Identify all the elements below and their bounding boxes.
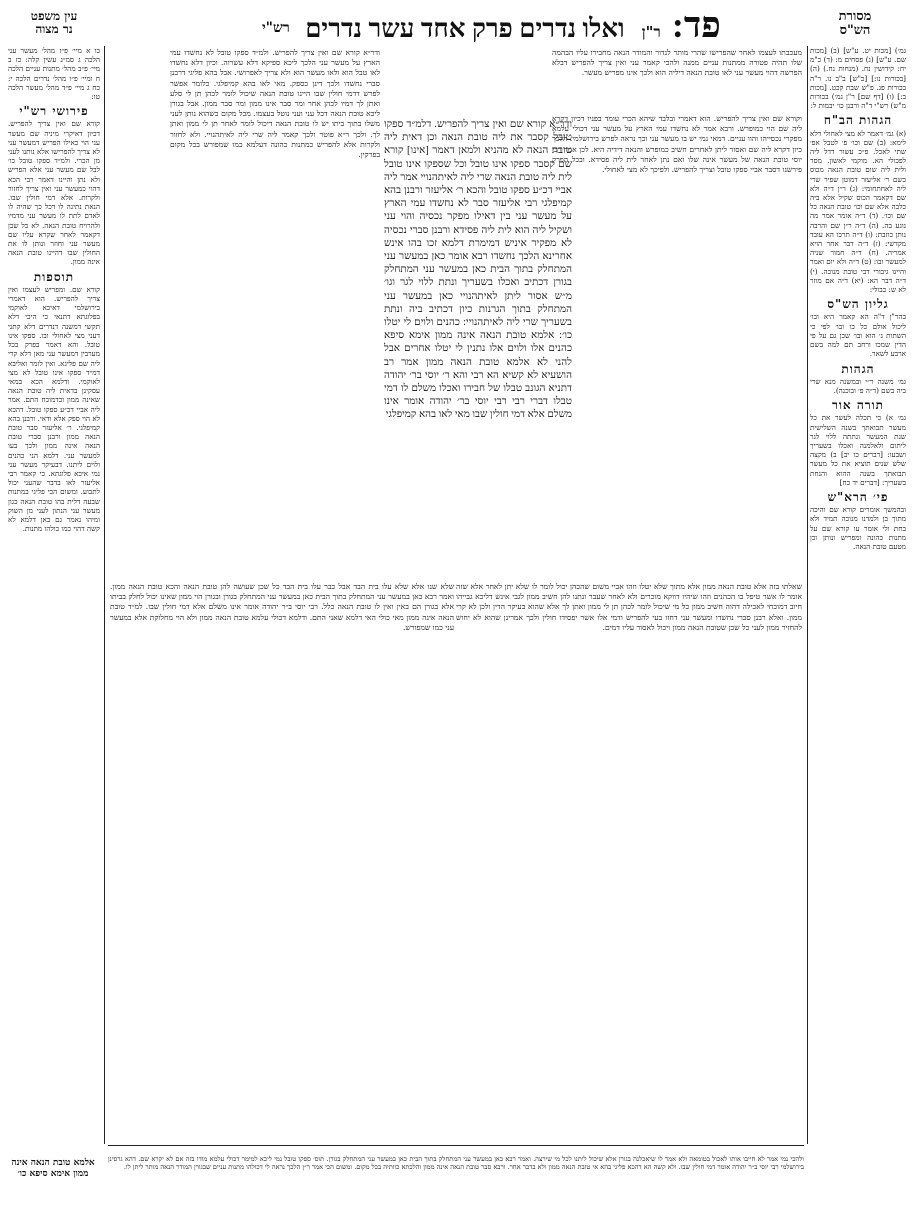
ran-commentary <box>552 114 802 574</box>
torah-ohr-heading: תורה אור <box>831 398 885 413</box>
rashi-text: ודר״א קורא שם ואין צריך להפריש. ולמ״ד ספקו טובל לא נחשדו עמי הארץ על מעשר עני הלכך ליכא ספיקא דלא עשרוה. וכיון דלא נחשדו לאו טבל הוא ולאו מעשר הוא ולא צריך לאפרושי. אבל בהא פליגי דרבנן סברי נחשדו ולכך דינן כספק. מאי לאו בהא קמיפלגי. כלומר אפשר לפרש דדמי חולין שבו היינו טובת הנאה שיכול לומר לכהן תן לי סלע ואתן לך דמיו לכהן אחר ומר סבר אינו ממון ומר סבר ממון. אבל בגורן ליכא טובת הנאה דכל עני ועני נוטל בעצמו. מכל מקום כשהוא נותן לעני משלו בתוך ביתו יש לו טובת הנאה דיכול לומר לאחר תן לי ממון ואתן לך. ולכך ר״א פוטר ולכך קאמר ליה שרי ליה לאיתהנויי. ולא לחזור ולקרות אלא להפריש כמתנות כהונה דעלמא כמו שמפורש בכל מקום בפרקין. <box>170 48 380 160</box>
rashi-commentary-text: קורא שם ואין צריך להפריש. דכיון דאיקרי מיניה שם מעשר עני הוי כאילו הפריש דמעשר עני לא צריך להפרישו אלא נותנו לעני מן הכרי. ולמ״ד ספקו טובל כו׳ לבל שם מעשר עני אלא הפריש ולא נתן והיינו דאמר רבי הכא דהוי כמעשר עני ואין צריך לחזור ולקרות. אלא דמי חולין שבו. הנאת נתינה לו דכל כך שהיה לו לאדם לתת לו מעשר עני מדמיו ולהרויח טובת הנאה. לא כל שכן דקאמר לאחר שקרא עליו שם מעשר עני וחוזר ונותן לו את החולין שבו דהיינו טובת הנאה אינה ממון. <box>8 119 100 267</box>
left-sidebar <box>8 46 100 1146</box>
gemara-right-top: מעכבתו לעצמו לאחר שהפרישו שהרי מותר לנדור והמודר הנאה מחבירו עליו הבהמה שלו תהיה פטורה ממתנות עניים ממנה ולהכי קאמר עני ואין צריך להפריש דבלא הפרשה דהוי מעשר עני לאו טובת הנאה דיליה הוא ולכך אינו מפריש מעשר. <box>552 48 802 78</box>
ran-text: וקורא שם ואין צריך להפריש. הוא דאמרי ובלבד שיהא הכרי עומד בפניו דכיון דקרא ליה שם הוי כמופרש. ורבא אמר לא נחשדו עמי הארץ על מעשר עני דכולי עלמא מפקרי נכסייהו והוו עניים. דמאי נמי יש בו מעשר עני וכך נראה לפרש בירושלמי. הלכך כיון דקרא ליה שם ואסור ליתן לאחרים חשיב כמופרש והנאה דידיה היא. לכן אמר רבי יוסי טובת הנאה של מעשר אינה שלו ואם נתן לאחר לית ליה פסידא. ובכל הפרק פירשנו דסבר אביי ספקו טובל וצריך להפריש. ולפיכך לא מצי לאחולי. <box>552 114 802 175</box>
hagahot-bach-text: (א) גמ׳ דאמר לא מצי לאחולי דלא לימא: (ב) שם וכו׳ פ׳ לטבל אפ׳ שתי לאכל. פ״כ עשור דדל ליה לפכולי הא. מוקמי לאשון. מסר ולית ליה שום טובת הנאה מכוס בשם ר׳ אליעזר דמוטן שפיר שרי ליה לאחתחומי: (ג) ר״ן ד״ה ולא שם דקאמר הכוס שקיל אלא ביה כלבה אלא שם וכו׳ טובת הנאה כל שם וכו׳. (ד) ד״ה אומר אמר מה נוגע בה. (ה) ד״ה ר״ן שם והרבה נותן כוזבת: (ו) ד״ה תרכו הא עובד מקדשי: (ז) ד״ה דבר אחר הויא אמריה. (ח) ד״ה חמור שניה למעשר ובו: (ט) ד״ה ולא יום ואמר והיינו גיבורי דבי טובת מנוכה. (י) ד״ה דבר הא: (יא) ד״ה אם מוזר לא ש: כבולי: <box>810 128 906 295</box>
gemara-bottom-right: שאלתו בזה אלא טובת הנאה ממון אלא מתוך שלא יטלו וזהו אביי משום שהכהן יכול לומר לו שלא יתן לאחר אלא שזה אומר לו אשר טיפל בו הכהנים וזהו שיהיו דווקא מוכרים ולא לאחר שעבר ונתנו להן חשיב ממון לגבי אינש דליכא גבייהו חיוב דמוכחי לאכילה דהוה חשיב ממון כל מי שיכול לומר לכהן תן לי ממון ואתן לך אלא שהוא בעיקר הדין ולכן לא קרי ממון. ואלא רבנן סברי נחשדו ומעשר עני דחזו בעי להפריש ודמי אלו אשר יפסידו חולין ולכך אמרינן שהוא לא יחוש להחזיר ממון לעני כל שכן שטובת הנאה ממון ויכול לאסור עליו דמים. <box>456 582 802 632</box>
ran-top-block <box>552 48 802 110</box>
tosafot-text: קורא שם. ומפריש לעצמו ואין צריך להפריש. הוא דאמרי בירושלמי דאיכא לאוקמי בפלוגתא דתנאי כי היכי דלא תקשי דמשנה דנדרים דלא קתני דעני מצי לאחולי ובו. ספקו אינו טובל. והא דאמר בפרק בכל מערבין דמעשר עני מאן דלא קרי ליה שם פליגא. ואין לומר ואליבא דמ״ד ספקו אינו טובל לא מצי לאוקמי. ודלמא הכא במאי עסקינן בדאית ליה טובת הנאה שאינה ממון וכדמוכח התם. אמר ליה אביי דכ״ע ספקו טובל. דהכא לא הוי ספק אלא ודאי. ורבנן בהא קמיפלגי. ר׳ אליעזר סבר טובת הנאה ממון ורבנן סברי טובת הנאה אינה ממון ולכך בעו למעשר עני. דלמא הני כהנים ולוים ליתנו. דבעיקר מעשר עני נמי איכא פלוגתא. כי קאמר רבי אליעזר לאו בדבר שהעני יכול לתבוע. ומשום הכי פליגי במתנות שבעה דלית בהו טובת הנאה כגון מעשר עני הנתון לעני מן השוק ומיהו נאמר גם כאן דלמא לא קשה דהוי כמו כולהו מתנות. <box>8 284 100 534</box>
hagahot-text: גמ׳ משנה ר״י ובמשנה מנא שרי ביה בשם (ד״ה פ׳ ובוכנה). <box>810 376 906 395</box>
hagahot-heading: הגהות <box>841 361 875 376</box>
ein-mishpat-heading <box>10 10 98 35</box>
hagahot-bach-heading: הגהות הב"ח <box>823 113 893 128</box>
rashi-header-tag: רש"י <box>262 20 290 36</box>
rashi-commentary-heading: פירושי רש"י <box>19 104 89 119</box>
page-title <box>250 4 770 45</box>
bottom-notes <box>108 1148 804 1200</box>
left-divider <box>104 46 105 1144</box>
mesorah-heading-line-1: מסורת <box>838 9 872 24</box>
left-bottom-label: אלמא טובת הנאה אינה ממון אימא סיפא כו׳ <box>11 1158 95 1179</box>
ein-mishpat-text: כו א מיי׳ פ״ז מהל׳ מעשר עני הלכה ג סמ״ג עשין קלה: כז ב מיי׳ פ״ב מהל׳ מתנות עניים הלכה ח ומיי׳ פ״ו מהל׳ נדרים הלכה י: כח ג מיי׳ פ״ד מהל׳ מעשר הלכה טו: <box>8 46 100 102</box>
lower-right-commentary <box>456 582 802 1142</box>
rashi-commentary <box>170 48 380 578</box>
rosh-text: ובהמשך אומרים קורא שם והיכה מתוך בן ולמדנו מנוכה תמיד ולא בחת ולי אומר עו קורא שם על מתנות כהונה ומפריש ונותן וכן מטעם טובת הנאה. <box>810 505 906 551</box>
chapter-title: ואלו נדרים פרק אחד עשר נדרים <box>305 14 625 43</box>
torah-ohr-text: גמ׳ א) כי תכלה לעשר את כל מעשר תבואתך בשנה השלישית שנת המעשר ונתתה ללוי לגר ליתום ולאלמנה ואכלו בשעריך ושבעו: [דברים כו יב] ב) מקצה שלש שנים תוציא את כל מעשר תבואתך בשנה ההוא והנחת בשעריך: [דברים יד כח] <box>810 413 906 487</box>
gilyon-heading: גליון הש"ס <box>827 297 889 312</box>
right-sidebar <box>810 46 906 1146</box>
mesorah-heading-line-2: הש"ס <box>839 22 871 38</box>
ran-header-tag: ר"ן <box>641 23 661 41</box>
bottom-rule <box>108 1145 804 1146</box>
lower-left-commentary <box>110 582 454 1142</box>
tosafot-heading: תוספות <box>33 269 75 284</box>
ein-mishpat-heading-line-1: עין משפט <box>30 9 78 23</box>
bottom-notes-text: ולהכי נמי אמר לא חייבו אותו לאכול בטומאה ולא אמר לו שיאכלנה בגורן אלא שיכול ליתנו לכל מי שירצה. ואמר רבא כאן במעשר עני המתחלק בתוך הבית כאן במעשר עני המתחלק בגורן. תוס׳ ספקו טובל נמי ליכא למימר דכולי עלמא מודו בזה אם לא יקרא שם. דהא גרסינן בירושלמי רבי יוסי ב״ר יהודה אומר דמי חולין שבו. ולא קשה הא דהכא פליגי בהא אי טובת הנאה ממון ולא בדבר אחר. ורבא סבר טובת הנאה אינה ממון והלכתא כוותיה בכל מקום. ומשום הכי אמר ר״ן הלכך נראה לי דכולהו מתנות עניים שבגורן המודר הנאה מותר ליתן לו. <box>108 1154 804 1171</box>
mesorah-text: גמ׳) [מכות יט. ע"ש] (ב) [מכות שם. ע"ש] (ג) פסחים מ: (ד) כ"מ יח: קידושין נח. (מנחות נח.) (ה) [בכורות נו:] [כ"ש] ב"ב נו. ר"ה בכורות פג. פ"ש שבת קכט. [מכות ב:] (ו) [דף שם] ר"ן גמ׳) בכורות מ"ש) רש"י ד"ה ורבנן כו׳ יבמות ל: <box>810 46 906 111</box>
gemara-bottom-left: שלא שנו אלא שלא עלו בית הבד אבל כבר עלו בית הבד כל שכן שעושה להן טובת הנאה והכא טובת הנאה ממון. ואמר רבא כאן במעשר עני המתחלק בתוך הבית כאן במעשר עני המתחלק בגורן ובגורן הוי ממון שאינו יכול לחלק בביתו אלא בגורן הם באין ואין לו טובת הנאה כלל. רבי יוסי ב״ר יהודה אומר אינו משלם אלא דמי חולין שבו. למ״ד טובת הנאה אינה ממון מאי כולי האי דלמא שאני התם. ודלמא דכולי עלמא טובת הנאה ממון ולא הוי מחלוקת אלא במעשר עני כמו שמפורש. <box>110 582 454 632</box>
gemara-main <box>384 118 572 578</box>
ein-mishpat-heading-line-2: נר מצוה <box>35 21 73 36</box>
rosh-heading: פי׳ הרא"ש <box>827 489 889 504</box>
mesorah-heading <box>806 10 904 37</box>
right-divider <box>807 46 808 1144</box>
gemara-main-text: ודר״א קורא שם ואין צריך להפריש. דלמ״ד ספקו טובל קסבר את ליה טובת הנאה וכן דאית ליה טובת הנאה לא מהניא ולמאן דאמר [אינו] קורא שם קסבר ספקו אינו טובל וכל שספקו אינו טובל לית ליה טובת הנאה שרי ליה לאיתהנויי אמר ליה אביי דכ״ע ספקו טובל והכא ר׳ אליעזר ורבנן בהא קמיפלגי רבי אליעזר סבר לא נחשדו עמי הארץ על מעשר עני בין דאילו מפקר נכסיה והוי עני ושקיל ליה הוא לית ליה פסידא ורבנן סברי נכסיה לא מפקיר איניש דמימרת דלמא זכו בהו אינש אחרינא הלכך נחשדו רבא אומר כאן במעשר עני המתחלק בתוך הבית כאן במעשר עני המתחלק בגורן דכתיב ואכלו בשעריך ונתת ללוי לגר וגו׳ מ״ש אסור ליתן לאיתהנויי כאן במעשר עני המתחלק בתוך הגרנות כיון דכתיב ביה ונתת בשעריך שרי ליה לאיתהנויי: כהנים ולוים לי יטלו כו׳: אלמא טובת הנאה אינה ממון אימא סיפא כהנים אלו ולוים אלו נתנין לי יטלו אחרים אבל להני לא אלמא טובת הנאה ממון אמר רב הושעיא לא קשיא הא רבי והא ר׳ יוסי בר׳ יהודה דתניא הגונב טבלו של חבירו ואכלו משלם לו דמי טבלו דברי רבי רבי יוסי בר׳ יהודה אומר אינו משלם אלא דמי חולין שבו מאי לאו בהא קמיפלגי <box>384 119 572 421</box>
gilyon-text: בהר"ן ד"ה הא קאמר היא ובו׳ ליכול אולם כל כו ובו׳ לפי כי השתות ג׳ הוא ובו׳ שכן גם על פי הדין שמכו ורחב תם למה בשם ארבע לשאר. <box>810 312 906 359</box>
page-number: פד: <box>671 5 721 45</box>
